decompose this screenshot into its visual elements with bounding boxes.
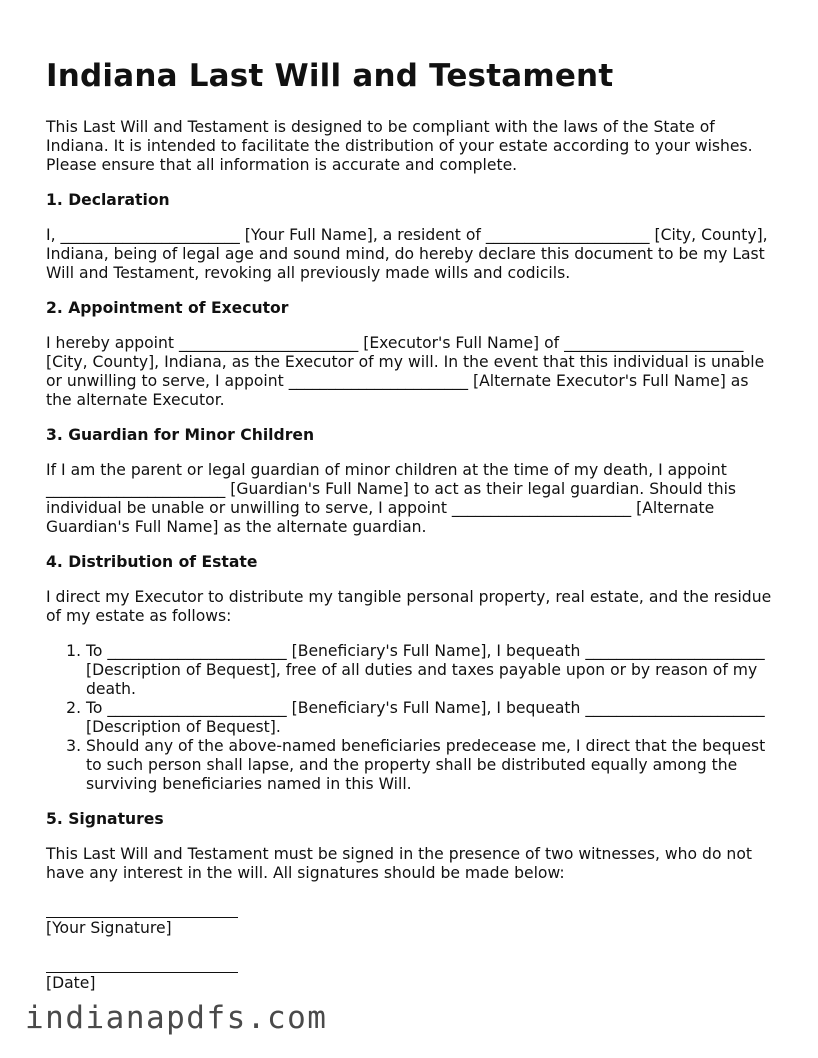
signature-label: [Your Signature] <box>46 919 172 937</box>
distribution-text: I direct my Executor to distribute my tangible personal property, real estate, and the residue of my estate as follows: <box>46 588 772 625</box>
bequest-item-1: 1. To _______________________ [Beneficiary's Full Name], I bequeath _______________________ [Description of Bequest], free of all duties and taxes payable upon or by reason of my death. <box>86 642 776 699</box>
guardian-heading: 3. Guardian for Minor Children <box>46 426 315 444</box>
site-watermark: indianapdfs.com <box>25 1000 328 1036</box>
bequest-item-3: 3. Should any of the above-named beneficiaries predecease me, I direct that the bequest to such person shall lapse, and the property shall be distributed equally among the surviving beneficiaries named in this Will. <box>86 737 776 794</box>
declaration-heading: 1. Declaration <box>46 191 170 209</box>
bequest-item-2: 2. To _______________________ [Beneficiary's Full Name], I bequeath _______________________ [Description of Bequest]. <box>86 699 776 737</box>
intro-paragraph: This Last Will and Testament is designed to be compliant with the laws of the State of Indiana. It is intended to facilitate the distribution of your estate according to your wishes. Please ensure that all information is accurate and complete. <box>46 118 753 174</box>
executor-text: I hereby appoint _______________________ [Executor's Full Name] of _______________________ [City, County], Indiana, as the Executor of my will. In the event that this individual is unable or unwilling to serve, I appoint _______________________ [Alternate Executor's Full Name] as the alternate Executor. <box>46 334 765 409</box>
signatures-text: This Last Will and Testament must be signed in the presence of two witnesses, who do not have any interest in the will. All signatures should be made below: <box>46 845 752 882</box>
signature-block <box>46 883 776 993</box>
declaration-text: I, _______________________ [Your Full Name], a resident of _____________________ [City, County], Indiana, being of legal age and sound mind, do hereby declare this document to be my Last Will and Testament, revoking all previously made wills and codicils. <box>46 226 768 282</box>
date-line[interactable] <box>46 938 238 973</box>
bequest-list <box>46 642 776 794</box>
signatures-heading: 5. Signatures <box>46 810 164 828</box>
document-page <box>46 56 776 993</box>
signature-line[interactable] <box>46 883 238 918</box>
executor-heading: 2. Appointment of Executor <box>46 299 289 317</box>
distribution-heading: 4. Distribution of Estate <box>46 553 258 571</box>
date-label: [Date] <box>46 974 96 992</box>
document-title: Indiana Last Will and Testament <box>46 58 614 94</box>
guardian-text: If I am the parent or legal guardian of minor children at the time of my death, I appoint _______________________ [Guardian's Full Name] to act as their legal guardian. Should this individual be unable or unwilling to serve, I appoint _______________________ [Alternate Guardian's Full Name] as the alternate guardian. <box>46 461 737 536</box>
